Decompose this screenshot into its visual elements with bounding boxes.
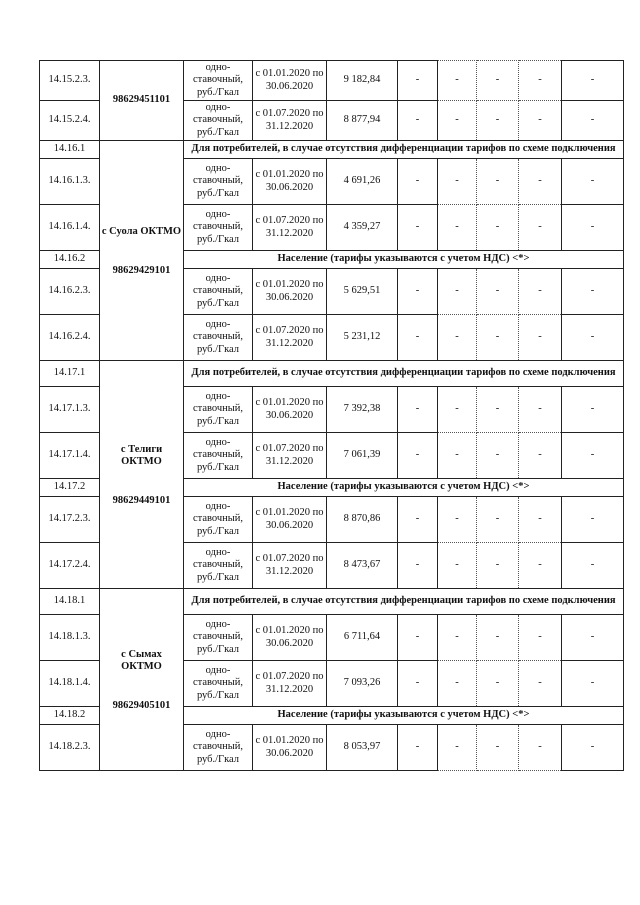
empty-value-dash: - — [477, 387, 519, 433]
empty-value-dash: - — [477, 159, 519, 205]
row-number: 14.16.2.3. — [40, 269, 100, 315]
oktmo-code: 98629451101 — [112, 94, 171, 106]
locality-name: с Суола ОКТМО — [101, 226, 182, 238]
empty-value-dash: - — [519, 315, 562, 361]
empty-value-dash: - — [519, 543, 562, 589]
tariff-type: одно-ставочный, руб./Гкал — [184, 61, 253, 101]
row-number: 14.17.2.4. — [40, 543, 100, 589]
empty-value-dash: - — [398, 61, 438, 101]
empty-value-dash: - — [438, 205, 477, 251]
empty-value-dash: - — [562, 269, 624, 315]
period: с 01.01.2020 по 30.06.2020 — [253, 269, 327, 315]
period: с 01.07.2020 по 31.12.2020 — [253, 315, 327, 361]
locality-cell — [100, 61, 184, 141]
empty-value-dash: - — [562, 661, 624, 707]
empty-value-dash: - — [562, 61, 624, 101]
locality-cell — [100, 141, 184, 361]
row-number: 14.17.1 — [40, 361, 100, 387]
row-number: 14.17.2.3. — [40, 497, 100, 543]
empty-value-dash: - — [438, 269, 477, 315]
empty-value-dash: - — [519, 661, 562, 707]
empty-value-dash: - — [438, 61, 477, 101]
empty-value-dash: - — [398, 433, 438, 479]
row-number: 14.18.2 — [40, 707, 100, 725]
tariff-type: одно-ставочный, руб./Гкал — [184, 315, 253, 361]
row-number: 14.18.2.3. — [40, 725, 100, 771]
tariff-type: одно-ставочный, руб./Гкал — [184, 205, 253, 251]
empty-value-dash: - — [438, 387, 477, 433]
empty-value-dash: - — [398, 205, 438, 251]
empty-value-dash: - — [519, 269, 562, 315]
empty-value-dash: - — [398, 661, 438, 707]
empty-value-dash: - — [398, 497, 438, 543]
empty-value-dash: - — [477, 269, 519, 315]
section-header: Для потребителей, в случае отсутствия дифференциации тарифов по схеме подключения — [184, 589, 624, 615]
row-number: 14.16.2.4. — [40, 315, 100, 361]
period: с 01.07.2020 по 31.12.2020 — [253, 101, 327, 141]
empty-value-dash: - — [398, 159, 438, 205]
empty-value-dash: - — [477, 543, 519, 589]
oktmo-code: 98629405101 — [112, 699, 171, 711]
table-row — [40, 61, 624, 101]
oktmo-code: 98629449101 — [112, 494, 171, 506]
period: с 01.01.2020 по 30.06.2020 — [253, 159, 327, 205]
empty-value-dash: - — [477, 725, 519, 771]
period: с 01.01.2020 по 30.06.2020 — [253, 725, 327, 771]
empty-value-dash: - — [438, 615, 477, 661]
tariff-type: одно-ставочный, руб./Гкал — [184, 269, 253, 315]
empty-value-dash: - — [477, 497, 519, 543]
empty-value-dash: - — [562, 315, 624, 361]
empty-value-dash: - — [398, 315, 438, 361]
tariff-type: одно-ставочный, руб./Гкал — [184, 433, 253, 479]
empty-value-dash: - — [519, 387, 562, 433]
empty-value-dash: - — [519, 61, 562, 101]
empty-value-dash: - — [477, 433, 519, 479]
empty-value-dash: - — [519, 159, 562, 205]
empty-value-dash: - — [562, 387, 624, 433]
empty-value-dash: - — [562, 101, 624, 141]
section-header: Население (тарифы указываются с учетом НДС) <*> — [184, 479, 624, 497]
section-header: Для потребителей, в случае отсутствия дифференциации тарифов по схеме подключения — [184, 361, 624, 387]
tariff-value: 7 093,26 — [327, 661, 398, 707]
empty-value-dash: - — [398, 725, 438, 771]
empty-value-dash: - — [438, 159, 477, 205]
tariff-value: 9 182,84 — [327, 61, 398, 101]
tariff-type: одно-ставочный, руб./Гкал — [184, 661, 253, 707]
tariff-value: 5 629,51 — [327, 269, 398, 315]
tariff-table — [39, 60, 624, 771]
tariff-type: одно-ставочный, руб./Гкал — [184, 615, 253, 661]
tariff-value: 8 053,97 — [327, 725, 398, 771]
row-number: 14.18.1 — [40, 589, 100, 615]
row-number: 14.18.1.4. — [40, 661, 100, 707]
row-number: 14.16.1 — [40, 141, 100, 159]
row-number: 14.17.1.3. — [40, 387, 100, 433]
tariff-value: 4 359,27 — [327, 205, 398, 251]
period: с 01.01.2020 по 30.06.2020 — [253, 615, 327, 661]
tariff-value: 7 061,39 — [327, 433, 398, 479]
empty-value-dash: - — [477, 615, 519, 661]
locality-name: с Сымах ОКТМО — [121, 649, 162, 673]
period: с 01.07.2020 по 31.12.2020 — [253, 433, 327, 479]
period: с 01.01.2020 по 30.06.2020 — [253, 61, 327, 101]
empty-value-dash: - — [519, 497, 562, 543]
row-number: 14.17.2 — [40, 479, 100, 497]
period: с 01.01.2020 по 30.06.2020 — [253, 497, 327, 543]
row-number: 14.15.2.3. — [40, 61, 100, 101]
row-number: 14.15.2.4. — [40, 101, 100, 141]
empty-value-dash: - — [519, 101, 562, 141]
tariff-value: 8 877,94 — [327, 101, 398, 141]
empty-value-dash: - — [519, 205, 562, 251]
empty-value-dash: - — [519, 433, 562, 479]
row-number: 14.16.1.4. — [40, 205, 100, 251]
tariff-type: одно-ставочный, руб./Гкал — [184, 387, 253, 433]
empty-value-dash: - — [519, 725, 562, 771]
row-number: 14.16.1.3. — [40, 159, 100, 205]
tariff-type: одно-ставочный, руб./Гкал — [184, 543, 253, 589]
locality-cell — [100, 361, 184, 589]
empty-value-dash: - — [477, 315, 519, 361]
empty-value-dash: - — [398, 387, 438, 433]
row-number: 14.16.2 — [40, 251, 100, 269]
period: с 01.07.2020 по 31.12.2020 — [253, 543, 327, 589]
section-header: Для потребителей, в случае отсутствия дифференциации тарифов по схеме подключения — [184, 141, 624, 159]
empty-value-dash: - — [562, 205, 624, 251]
empty-value-dash: - — [438, 543, 477, 589]
oktmo-code: 98629429101 — [112, 264, 171, 276]
tariff-value: 4 691,26 — [327, 159, 398, 205]
empty-value-dash: - — [562, 543, 624, 589]
empty-value-dash: - — [519, 615, 562, 661]
tariff-value: 8 473,67 — [327, 543, 398, 589]
empty-value-dash: - — [562, 497, 624, 543]
period: с 01.07.2020 по 31.12.2020 — [253, 661, 327, 707]
section-header: Население (тарифы указываются с учетом НДС) <*> — [184, 707, 624, 725]
period: с 01.07.2020 по 31.12.2020 — [253, 205, 327, 251]
empty-value-dash: - — [562, 725, 624, 771]
empty-value-dash: - — [477, 205, 519, 251]
empty-value-dash: - — [438, 725, 477, 771]
empty-value-dash: - — [562, 433, 624, 479]
locality-cell — [100, 589, 184, 771]
row-number: 14.18.1.3. — [40, 615, 100, 661]
period: с 01.01.2020 по 30.06.2020 — [253, 387, 327, 433]
tariff-value: 7 392,38 — [327, 387, 398, 433]
empty-value-dash: - — [477, 661, 519, 707]
section-header: Население (тарифы указываются с учетом НДС) <*> — [184, 251, 624, 269]
empty-value-dash: - — [477, 61, 519, 101]
locality-name: с Телиги ОКТМО — [120, 444, 163, 468]
tariff-value: 8 870,86 — [327, 497, 398, 543]
empty-value-dash: - — [398, 101, 438, 141]
empty-value-dash: - — [438, 101, 477, 141]
section-header-row — [40, 361, 624, 387]
empty-value-dash: - — [438, 433, 477, 479]
tariff-type: одно-ставочный, руб./Гкал — [184, 497, 253, 543]
empty-value-dash: - — [438, 661, 477, 707]
section-header-row — [40, 141, 624, 159]
tariff-value: 6 711,64 — [327, 615, 398, 661]
empty-value-dash: - — [562, 159, 624, 205]
tariff-type: одно-ставочный, руб./Гкал — [184, 725, 253, 771]
empty-value-dash: - — [438, 315, 477, 361]
empty-value-dash: - — [562, 615, 624, 661]
empty-value-dash: - — [477, 101, 519, 141]
row-number: 14.17.1.4. — [40, 433, 100, 479]
section-header-row — [40, 589, 624, 615]
tariff-type: одно-ставочный, руб./Гкал — [184, 101, 253, 141]
empty-value-dash: - — [438, 497, 477, 543]
tariff-type: одно-ставочный, руб./Гкал — [184, 159, 253, 205]
empty-value-dash: - — [398, 543, 438, 589]
tariff-value: 5 231,12 — [327, 315, 398, 361]
empty-value-dash: - — [398, 269, 438, 315]
empty-value-dash: - — [398, 615, 438, 661]
